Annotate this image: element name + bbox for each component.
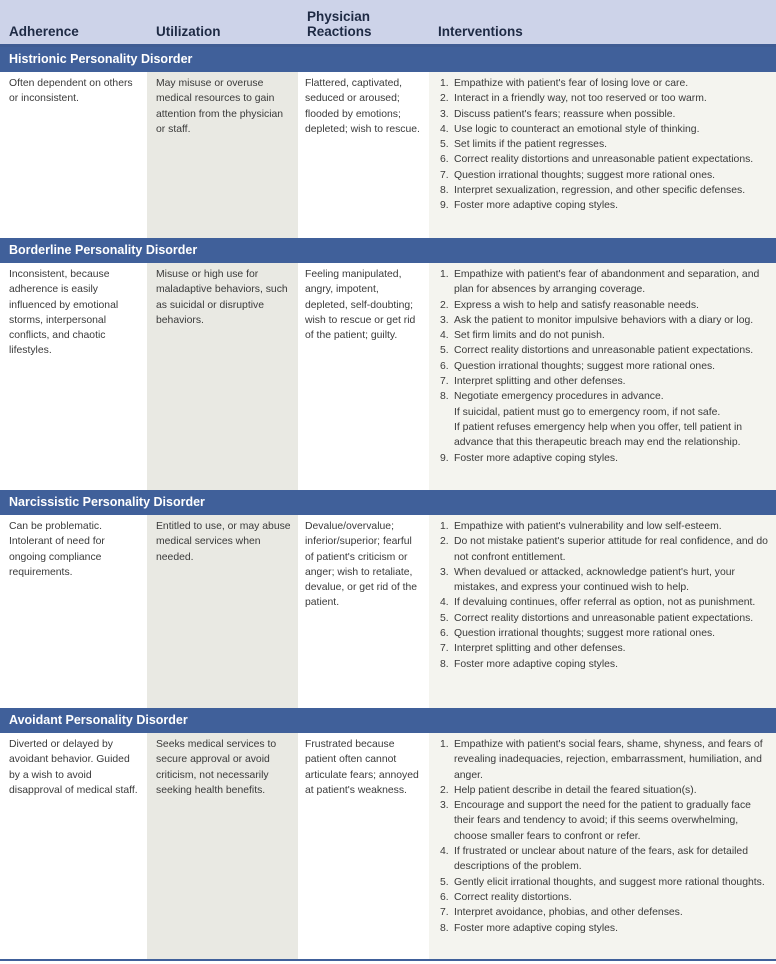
intervention-item xyxy=(440,798,770,844)
utilization-cell: Entitled to use, or may abuse medical services when needed. xyxy=(147,515,298,708)
intervention-number: 4. xyxy=(440,846,449,858)
intervention-text: Help patient describe in detail the feared situation(s). xyxy=(454,784,697,796)
interventions-list xyxy=(440,76,770,214)
intervention-item xyxy=(440,451,770,466)
table-row xyxy=(0,263,776,490)
intervention-text: Encourage and support the need for the patient to gradually face their fears and tendency to avoid; if this seems overwhelming, choose smaller fears to confront or refer. xyxy=(454,800,751,842)
table-bottom-rule xyxy=(0,959,776,961)
intervention-text: Do not mistake patient's superior attitude for real confidence, and do not confront entitlement. xyxy=(454,536,768,563)
utilization-cell: Seeks medical services to secure approval or avoid criticism, not necessarily seeking health benefits. xyxy=(147,733,298,959)
interventions-cell xyxy=(429,733,776,959)
intervention-text: Correct reality distortions and unreasonable patient expectations. xyxy=(454,612,754,624)
intervention-number: 3. xyxy=(440,314,449,326)
intervention-text: Interpret splitting and other defenses. xyxy=(454,376,626,388)
intervention-item xyxy=(440,137,770,152)
intervention-number: 6. xyxy=(440,891,449,903)
interventions-cell xyxy=(429,72,776,238)
intervention-text: Empathize with patient's social fears, shame, shyness, and fears of revealing inadequacies, rejection, embarrassment, humiliation, and anger. xyxy=(454,739,763,781)
intervention-number: 8. xyxy=(440,922,449,934)
intervention-text: Empathize with patient's vulnerability and low self-esteem. xyxy=(454,521,722,532)
intervention-item xyxy=(440,921,770,936)
intervention-text: Question irrational thoughts; suggest more rational ones. xyxy=(454,360,716,372)
intervention-text: When devalued or attacked, acknowledge patient's hurt, your mistakes, and express your continued wish to help. xyxy=(454,566,735,594)
intervention-number: 2. xyxy=(440,93,449,105)
intervention-item xyxy=(440,76,770,91)
utilization-cell: Misuse or high use for maladaptive behaviors, such as suicidal or disruptive behaviors. xyxy=(147,263,298,490)
intervention-item xyxy=(440,405,770,420)
intervention-text: Use logic to counteract an emotional style of thinking. xyxy=(454,123,700,135)
intervention-item xyxy=(440,595,770,610)
intervention-item xyxy=(440,91,770,106)
intervention-text: Interpret splitting and other defenses. xyxy=(454,643,626,655)
header-physician-reactions: Physician Reactions xyxy=(307,9,372,39)
intervention-number: 6. xyxy=(440,628,449,640)
intervention-item xyxy=(440,890,770,905)
intervention-text: Correct reality distortions and unreasonable patient expectations. xyxy=(454,345,754,357)
intervention-text: Empathize with patient's fear of losing love or care. xyxy=(454,78,689,89)
intervention-text: Gently elicit irrational thoughts, and suggest more rational thoughts. xyxy=(454,876,765,888)
intervention-item xyxy=(440,875,770,890)
intervention-item xyxy=(440,198,770,213)
intervention-number: 7. xyxy=(440,169,449,181)
intervention-number: 1. xyxy=(440,78,449,89)
interventions-cell xyxy=(429,263,776,490)
intervention-text: Set firm limits and do not punish. xyxy=(454,330,605,342)
intervention-item xyxy=(440,267,770,298)
header-utilization: Utilization xyxy=(156,24,221,39)
intervention-number: 1. xyxy=(440,521,449,532)
intervention-item xyxy=(440,389,770,404)
intervention-item xyxy=(440,611,770,626)
intervention-text: Foster more adaptive coping styles. xyxy=(454,658,619,670)
section-title: Histrionic Personality Disorder xyxy=(0,47,776,72)
intervention-number: 5. xyxy=(440,876,449,888)
intervention-text: If frustrated or unclear about nature of the fears, ask for detailed descriptions of the problem. xyxy=(454,846,748,873)
intervention-number: 9. xyxy=(440,452,449,464)
section-title: Avoidant Personality Disorder xyxy=(0,708,776,733)
intervention-item xyxy=(440,783,770,798)
reactions-cell: Frustrated because patient often cannot articulate fears; annoyed at patient's weakness. xyxy=(298,733,429,959)
intervention-number: 7. xyxy=(440,643,449,655)
intervention-number: 7. xyxy=(440,376,449,388)
header-adherence: Adherence xyxy=(9,24,79,39)
intervention-item xyxy=(440,298,770,313)
adherence-cell: Often dependent on others or inconsistent. xyxy=(0,72,147,238)
utilization-cell: May misuse or overuse medical resources to gain attention from the physician or staff. xyxy=(147,72,298,238)
intervention-number: 6. xyxy=(440,154,449,166)
intervention-item xyxy=(440,359,770,374)
reactions-cell: Feeling manipulated, angry, impotent, depleted, self-doubting; wish to rescue or get rid of the patient; guilty. xyxy=(298,263,429,490)
intervention-number: 1. xyxy=(440,739,449,750)
intervention-number: 8. xyxy=(440,185,449,197)
section-narcissistic xyxy=(0,490,776,708)
intervention-item xyxy=(440,905,770,920)
intervention-text: Foster more adaptive coping styles. xyxy=(454,922,619,934)
intervention-number: 8. xyxy=(440,658,449,670)
intervention-item xyxy=(440,737,770,783)
section-title: Borderline Personality Disorder xyxy=(0,238,776,263)
reactions-cell: Devalue/overvalue; inferior/superior; fearful of patient's criticism or anger; wish to retaliate, devalue, or get rid of the patient. xyxy=(298,515,429,708)
intervention-item xyxy=(440,168,770,183)
intervention-text: Interpret avoidance, phobias, and other defenses. xyxy=(454,907,683,919)
intervention-number: 7. xyxy=(440,907,449,919)
intervention-number: 6. xyxy=(440,360,449,372)
section-borderline xyxy=(0,238,776,490)
intervention-number: 5. xyxy=(440,345,449,357)
intervention-number: 8. xyxy=(440,391,449,403)
intervention-item xyxy=(440,343,770,358)
intervention-text: Correct reality distortions. xyxy=(454,891,572,903)
intervention-text: Correct reality distortions and unreasonable patient expectations. xyxy=(454,154,754,166)
intervention-item xyxy=(440,519,770,534)
intervention-number: 4. xyxy=(440,330,449,342)
intervention-item xyxy=(440,534,770,565)
intervention-number: 3. xyxy=(440,800,449,812)
intervention-item xyxy=(440,313,770,328)
intervention-number: 2. xyxy=(440,536,449,548)
intervention-number: 1. xyxy=(440,269,449,280)
section-histrionic xyxy=(0,47,776,238)
adherence-cell: Diverted or delayed by avoidant behavior. Guided by a wish to avoid disapproval of medical staff. xyxy=(0,733,147,959)
intervention-number: 5. xyxy=(440,612,449,624)
intervention-text: Interpret sexualization, regression, and other specific defenses. xyxy=(454,185,746,197)
intervention-number: 9. xyxy=(440,200,449,212)
intervention-item xyxy=(440,657,770,672)
adherence-cell: Can be problematic. Intolerant of need for ongoing compliance requirements. xyxy=(0,515,147,708)
table-row xyxy=(0,72,776,238)
intervention-item xyxy=(440,107,770,122)
intervention-number: 4. xyxy=(440,597,449,609)
intervention-number: 3. xyxy=(440,108,449,120)
intervention-item xyxy=(440,420,770,451)
adherence-cell: Inconsistent, because adherence is easily influenced by emotional storms, interpersonal conflicts, and chaotic lifestyles. xyxy=(0,263,147,490)
section-avoidant xyxy=(0,708,776,959)
interventions-cell xyxy=(429,515,776,708)
intervention-text: Question irrational thoughts; suggest more rational ones. xyxy=(454,169,716,181)
intervention-item xyxy=(440,183,770,198)
interventions-list xyxy=(440,267,770,466)
intervention-item xyxy=(440,328,770,343)
intervention-text: Empathize with patient's fear of abandonment and separation, and plan for absences by arranging coverage. xyxy=(454,269,760,296)
table-row xyxy=(0,733,776,959)
table-row xyxy=(0,515,776,708)
intervention-text: Interact in a friendly way, not too reserved or too warm. xyxy=(454,93,707,105)
intervention-number: 2. xyxy=(440,784,449,796)
intervention-text: Negotiate emergency procedures in advance. xyxy=(454,391,664,403)
header-interventions: Interventions xyxy=(438,24,523,39)
intervention-item xyxy=(440,152,770,167)
intervention-item xyxy=(440,374,770,389)
intervention-item xyxy=(440,565,770,596)
intervention-text: Set limits if the patient regresses. xyxy=(454,139,608,151)
intervention-text: If devaluing continues, offer referral as option, not as punishment. xyxy=(454,597,756,609)
table-header xyxy=(0,0,776,47)
intervention-text: Foster more adaptive coping styles. xyxy=(454,452,619,464)
section-title: Narcissistic Personality Disorder xyxy=(0,490,776,515)
intervention-item xyxy=(440,641,770,656)
intervention-text: Express a wish to help and satisfy reasonable needs. xyxy=(454,299,699,311)
intervention-number: 5. xyxy=(440,139,449,151)
intervention-item xyxy=(440,122,770,137)
intervention-number: 3. xyxy=(440,566,449,578)
intervention-number: 2. xyxy=(440,299,449,311)
intervention-text: Question irrational thoughts; suggest more rational ones. xyxy=(454,628,716,640)
intervention-item xyxy=(440,626,770,641)
reactions-cell: Flattered, captivated, seduced or aroused; flooded by emotions; depleted; wish to rescue. xyxy=(298,72,429,238)
intervention-text: Foster more adaptive coping styles. xyxy=(454,200,619,212)
intervention-item xyxy=(440,844,770,875)
intervention-text: Discuss patient's fears; reassure when possible. xyxy=(454,108,676,120)
interventions-list xyxy=(440,519,770,672)
intervention-number: 4. xyxy=(440,123,449,135)
intervention-text: If patient refuses emergency help when you offer, tell patient in advance that this therapeutic breach may end the relationship. xyxy=(454,421,743,449)
interventions-list xyxy=(440,737,770,936)
intervention-text: Ask the patient to monitor impulsive behaviors with a diary or log. xyxy=(454,314,754,326)
intervention-text: If suicidal, patient must go to emergency room, if not safe. xyxy=(454,406,721,418)
